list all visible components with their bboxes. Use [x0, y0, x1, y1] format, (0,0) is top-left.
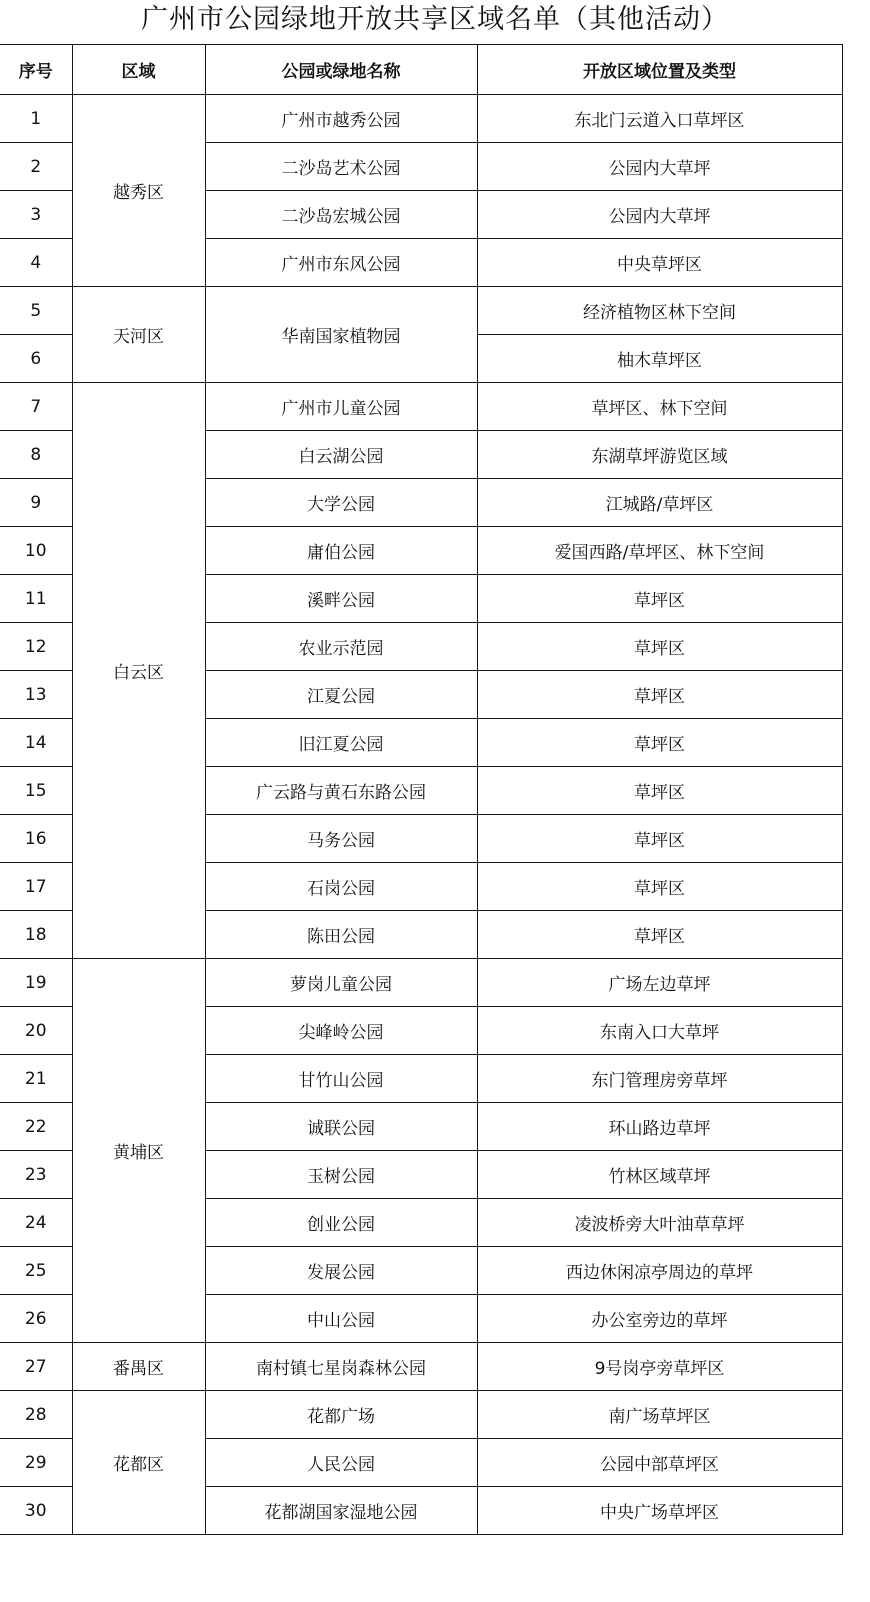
open-area-cell: 草坪区 [477, 863, 842, 911]
table-row [0, 95, 842, 143]
open-area-cell: 中央广场草坪区 [477, 1487, 842, 1535]
open-area-cell: 办公室旁边的草坪 [477, 1295, 842, 1343]
district-cell: 黄埔区 [72, 959, 205, 1343]
open-area-cell: 公园内大草坪 [477, 191, 842, 239]
header-district: 区域 [72, 45, 205, 95]
serial-number-cell: 28 [0, 1391, 72, 1439]
park-name-cell: 花都湖国家湿地公园 [205, 1487, 477, 1535]
park-name-cell: 庸伯公园 [205, 527, 477, 575]
park-name-cell: 花都广场 [205, 1391, 477, 1439]
park-name-cell: 人民公园 [205, 1439, 477, 1487]
open-area-cell: 环山路边草坪 [477, 1103, 842, 1151]
serial-number-cell: 4 [0, 239, 72, 287]
serial-number-cell: 29 [0, 1439, 72, 1487]
district-cell: 天河区 [72, 287, 205, 383]
park-name-cell: 白云湖公园 [205, 431, 477, 479]
park-name-cell: 旧江夏公园 [205, 719, 477, 767]
serial-number-cell: 13 [0, 671, 72, 719]
table-row [0, 383, 842, 431]
table-row [0, 1343, 842, 1391]
open-area-cell: 草坪区 [477, 719, 842, 767]
park-list-table [0, 44, 843, 1535]
serial-number-cell: 19 [0, 959, 72, 1007]
park-name-cell: 陈田公园 [205, 911, 477, 959]
document-title: 广州市公园绿地开放共享区域名单（其他活动） [141, 4, 729, 35]
open-area-cell: 广场左边草坪 [477, 959, 842, 1007]
open-area-cell: 南广场草坪区 [477, 1391, 842, 1439]
park-name-cell: 发展公园 [205, 1247, 477, 1295]
open-area-cell: 竹林区域草坪 [477, 1151, 842, 1199]
serial-number-cell: 14 [0, 719, 72, 767]
open-area-cell: 草坪区、林下空间 [477, 383, 842, 431]
park-name-cell: 马务公园 [205, 815, 477, 863]
open-area-cell: 凌波桥旁大叶油草草坪 [477, 1199, 842, 1247]
park-name-cell: 南村镇七星岗森林公园 [205, 1343, 477, 1391]
park-name-cell: 萝岗儿童公园 [205, 959, 477, 1007]
open-area-cell: 草坪区 [477, 671, 842, 719]
park-name-cell: 诚联公园 [205, 1103, 477, 1151]
serial-number-cell: 11 [0, 575, 72, 623]
serial-number-cell: 1 [0, 95, 72, 143]
serial-number-cell: 21 [0, 1055, 72, 1103]
table-body [0, 95, 842, 1535]
open-area-cell: 东门管理房旁草坪 [477, 1055, 842, 1103]
open-area-cell: 西边休闲凉亭周边的草坪 [477, 1247, 842, 1295]
park-name-cell: 石岗公园 [205, 863, 477, 911]
table-row [0, 1391, 842, 1439]
open-area-cell: 东南入口大草坪 [477, 1007, 842, 1055]
open-area-cell: 公园中部草坪区 [477, 1439, 842, 1487]
park-name-cell: 玉树公园 [205, 1151, 477, 1199]
serial-number-cell: 24 [0, 1199, 72, 1247]
open-area-cell: 草坪区 [477, 815, 842, 863]
park-name-cell: 溪畔公园 [205, 575, 477, 623]
park-name-cell: 农业示范园 [205, 623, 477, 671]
serial-number-cell: 7 [0, 383, 72, 431]
serial-number-cell: 3 [0, 191, 72, 239]
header-serial-number: 序号 [0, 45, 72, 95]
park-name-cell: 广州市越秀公园 [205, 95, 477, 143]
open-area-cell: 东湖草坪游览区域 [477, 431, 842, 479]
serial-number-cell: 15 [0, 767, 72, 815]
open-area-cell: 中央草坪区 [477, 239, 842, 287]
park-name-cell: 华南国家植物园 [205, 287, 477, 383]
open-area-cell: 爱国西路/草坪区、林下空间 [477, 527, 842, 575]
district-cell: 花都区 [72, 1391, 205, 1535]
district-cell: 白云区 [72, 383, 205, 959]
serial-number-cell: 20 [0, 1007, 72, 1055]
serial-number-cell: 12 [0, 623, 72, 671]
header-park-name: 公园或绿地名称 [205, 45, 477, 95]
park-name-cell: 创业公园 [205, 1199, 477, 1247]
park-name-cell: 江夏公园 [205, 671, 477, 719]
open-area-cell: 草坪区 [477, 575, 842, 623]
serial-number-cell: 25 [0, 1247, 72, 1295]
park-name-cell: 大学公园 [205, 479, 477, 527]
park-name-cell: 尖峰岭公园 [205, 1007, 477, 1055]
open-area-cell: 江城路/草坪区 [477, 479, 842, 527]
serial-number-cell: 9 [0, 479, 72, 527]
serial-number-cell: 17 [0, 863, 72, 911]
open-area-cell: 草坪区 [477, 911, 842, 959]
open-area-cell: 公园内大草坪 [477, 143, 842, 191]
serial-number-cell: 8 [0, 431, 72, 479]
table-row [0, 959, 842, 1007]
serial-number-cell: 16 [0, 815, 72, 863]
open-area-cell: 草坪区 [477, 767, 842, 815]
open-area-cell: 柚木草坪区 [477, 335, 842, 383]
open-area-cell: 草坪区 [477, 623, 842, 671]
park-name-cell: 甘竹山公园 [205, 1055, 477, 1103]
park-name-cell: 二沙岛宏城公园 [205, 191, 477, 239]
serial-number-cell: 30 [0, 1487, 72, 1535]
open-area-cell: 9号岗亭旁草坪区 [477, 1343, 842, 1391]
serial-number-cell: 27 [0, 1343, 72, 1391]
open-area-cell: 经济植物区林下空间 [477, 287, 842, 335]
park-name-cell: 广州市儿童公园 [205, 383, 477, 431]
district-cell: 番禺区 [72, 1343, 205, 1391]
park-name-cell: 广云路与黄石东路公园 [205, 767, 477, 815]
serial-number-cell: 23 [0, 1151, 72, 1199]
serial-number-cell: 5 [0, 287, 72, 335]
serial-number-cell: 22 [0, 1103, 72, 1151]
table-header-row [0, 45, 842, 95]
serial-number-cell: 2 [0, 143, 72, 191]
open-area-cell: 东北门云道入口草坪区 [477, 95, 842, 143]
serial-number-cell: 26 [0, 1295, 72, 1343]
serial-number-cell: 18 [0, 911, 72, 959]
header-open-area: 开放区域位置及类型 [477, 45, 842, 95]
serial-number-cell: 6 [0, 335, 72, 383]
district-cell: 越秀区 [72, 95, 205, 287]
park-name-cell: 二沙岛艺术公园 [205, 143, 477, 191]
park-name-cell: 广州市东风公园 [205, 239, 477, 287]
serial-number-cell: 10 [0, 527, 72, 575]
table-row [0, 287, 842, 335]
park-name-cell: 中山公园 [205, 1295, 477, 1343]
